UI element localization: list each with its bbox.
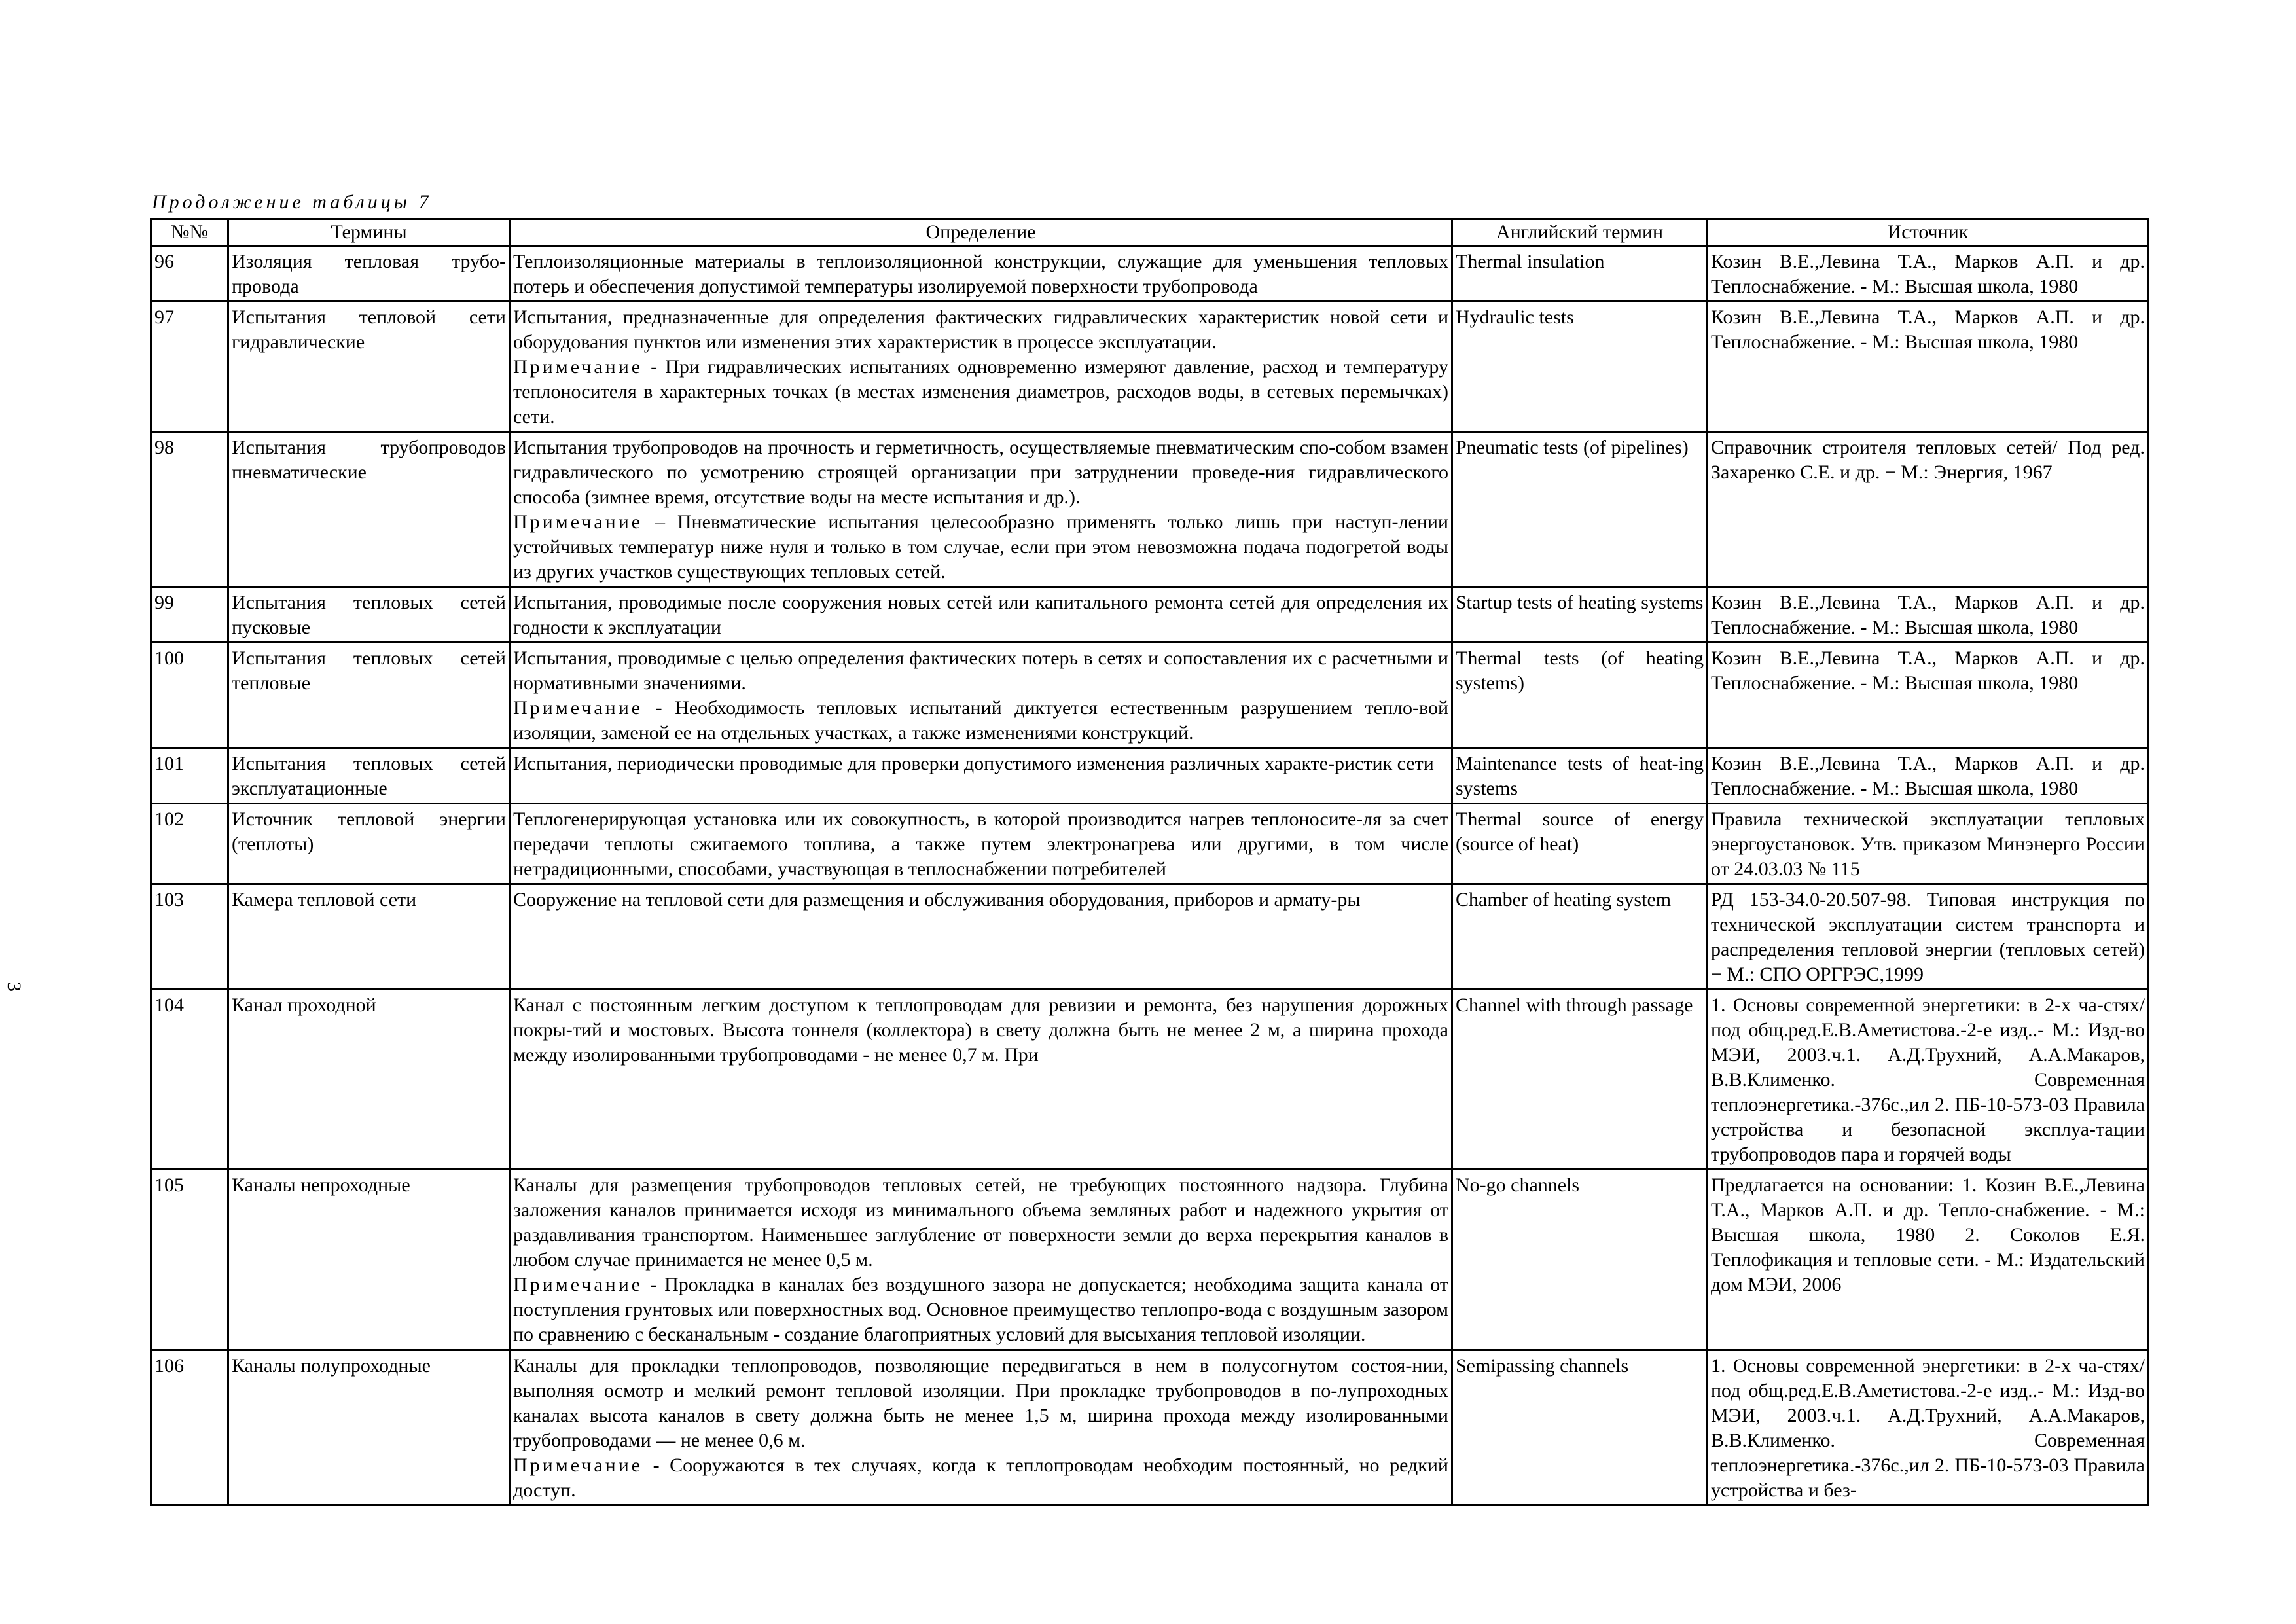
table-caption: Продолжение таблицы 7 xyxy=(152,191,432,213)
term-cell: Испытания тепловых сетей пусковые xyxy=(228,587,510,643)
term-cell: Каналы полупроходные xyxy=(228,1350,510,1506)
definition-cell xyxy=(510,302,1452,432)
definition-cell xyxy=(510,990,1452,1170)
table-row xyxy=(151,1170,2149,1350)
term-cell: Камера тепловой сети xyxy=(228,884,510,990)
source-cell: Предлагается на основании: 1. Козин В.Е.,Левина Т.А., Марков А.П. и др. Тепло-снабжение. - М.: Высшая школа, 1980 2. Соколов Е.Я. Теплофикация и тепловые сети. - М.: Издательский дом МЭИ, 2006 xyxy=(1708,1170,2149,1350)
source-cell: 1. Основы современной энергетики: в 2-х ча-стях/ под общ.ред.Е.В.Аметистова.-2-е изд..- М.: Изд-во МЭИ, 2003.ч.1. А.Д.Трухний, А.А.Макаров, В.В.Клименко. Современная теплоэнергетика.-376с.,ил 2. ПБ-10-573-03 Правила устройства и безопасной эксплуа-тации трубопроводов пара и горячей воды xyxy=(1708,990,2149,1170)
definition-cell xyxy=(510,432,1452,587)
term-cell: Испытания тепловой сети гидравлические xyxy=(228,302,510,432)
row-number: 97 xyxy=(151,302,228,432)
row-number: 96 xyxy=(151,246,228,302)
source-cell: Козин В.Е.,Левина Т.А., Марков А.П. и др. Теплоснабжение. - М.: Высшая школа, 1980 xyxy=(1708,246,2149,302)
definition-text: Испытания, периодически проводимые для проверки допустимого изменения различных характе-ристик сети xyxy=(513,753,1434,774)
table-row xyxy=(151,587,2149,643)
definition-text: Испытания, проводимые после сооружения новых сетей или капитального ремонта сетей для определения их годности к эксплуатации xyxy=(513,592,1448,638)
english-term-cell: Thermal source of energy (source of heat) xyxy=(1452,804,1708,884)
definition-text: Испытания трубопроводов на прочность и герметичность, осуществляемые пневматическим спо-собом взамен гидравлического по усмотрению строящей организации при затруднении проведе-ния гидравлического способа (зимнее время, отсутствие воды на месте испытания и др.). xyxy=(513,437,1448,508)
note-paragraph xyxy=(513,1453,1448,1503)
row-number: 98 xyxy=(151,432,228,587)
definition-text: Испытания, проводимые с целью определения фактических потерь в сетях и сопоставления их с расчетными и нормативными значениями. xyxy=(513,647,1448,694)
table-row xyxy=(151,432,2149,587)
term-cell: Канал проходной xyxy=(228,990,510,1170)
source-cell: 1. Основы современной энергетики: в 2-х ча-стях/ под общ.ред.Е.В.Аметистова.-2-е изд..- М.: Изд-во МЭИ, 2003.ч.1. А.Д.Трухний, А.А.Макаров, В.В.Клименко. Современная теплоэнергетика.-376с.,ил 2. ПБ-10-573-03 Правила устройства и без- xyxy=(1708,1350,2149,1506)
header-num: №№ xyxy=(151,219,228,246)
row-number: 101 xyxy=(151,748,228,804)
term-cell: Испытания трубопроводов пневматические xyxy=(228,432,510,587)
note-label: Примечание xyxy=(513,1274,643,1295)
english-term-cell: Maintenance tests of heat-ing systems xyxy=(1452,748,1708,804)
term-cell: Испытания тепловых сетей эксплуатационные xyxy=(228,748,510,804)
table-row xyxy=(151,804,2149,884)
note-label: Примечание xyxy=(513,1454,643,1476)
source-cell: РД 153-34.0-20.507-98. Типовая инструкция по технической эксплуатации систем транспорта и распределения тепловой энергии (тепловых сетей) − М.: СПО ОРГРЭС,1999 xyxy=(1708,884,2149,990)
english-term-cell: No-go channels xyxy=(1452,1170,1708,1350)
definition-text: Теплоизоляционные материалы в теплоизоляционной конструкции, служащие для уменьшения тепловых потерь и обеспечения допустимой температуры изолируемой поверхности трубопровода xyxy=(513,251,1448,297)
source-cell: Правила технической эксплуатации тепловых энергоустановок. Утв. приказом Минэнерго России от 24.03.03 № 115 xyxy=(1708,804,2149,884)
note-label: Примечание xyxy=(513,697,643,719)
english-term-cell: Chamber of heating system xyxy=(1452,884,1708,990)
definition-text: Сооружение на тепловой сети для размещения и обслуживания оборудования, приборов и армату-ры xyxy=(513,889,1361,911)
row-number: 105 xyxy=(151,1170,228,1350)
note-label: Примечание xyxy=(513,356,643,378)
note-text: - Сооружаются в тех случаях, когда к теплопроводам необходим постоянный, но редкий доступ. xyxy=(513,1454,1448,1501)
english-term-cell: Hydraulic tests xyxy=(1452,302,1708,432)
definition-cell xyxy=(510,884,1452,990)
note-paragraph xyxy=(513,696,1448,746)
note-paragraph xyxy=(513,510,1448,585)
english-term-cell: Startup tests of heating systems xyxy=(1452,587,1708,643)
note-text: - При гидравлических испытаниях одновременно измеряют давление, расход и температуру теплоносителя в характерных точках (в местах изменения диаметров, расходов воды, в сетевых перемычках) сети. xyxy=(513,356,1448,427)
english-term-cell: Pneumatic tests (of pipelines) xyxy=(1452,432,1708,587)
table-row xyxy=(151,246,2149,302)
definition-cell xyxy=(510,748,1452,804)
term-cell: Изоляция тепловая трубо-провода xyxy=(228,246,510,302)
definition-cell xyxy=(510,1170,1452,1350)
note-text: – Пневматические испытания целесообразно применять только лишь при наступ-лении устойчивых температур ниже нуля и только в том случае, если при этом невозможна подача подогретой воды из других участков существующих тепловых сетей. xyxy=(513,511,1448,583)
header-english: Английский термин xyxy=(1452,219,1708,246)
term-cell: Каналы непроходные xyxy=(228,1170,510,1350)
definition-cell xyxy=(510,246,1452,302)
row-number: 99 xyxy=(151,587,228,643)
terms-table xyxy=(150,218,2149,1506)
header-definition: Определение xyxy=(510,219,1452,246)
table-row xyxy=(151,1350,2149,1506)
row-number: 106 xyxy=(151,1350,228,1506)
term-cell: Источник тепловой энергии (теплоты) xyxy=(228,804,510,884)
definition-cell xyxy=(510,643,1452,748)
row-number: 104 xyxy=(151,990,228,1170)
note-paragraph xyxy=(513,1272,1448,1347)
row-number: 100 xyxy=(151,643,228,748)
source-cell: Козин В.Е.,Левина Т.А., Марков А.П. и др. Теплоснабжение. - М.: Высшая школа, 1980 xyxy=(1708,302,2149,432)
source-cell: Справочник строителя тепловых сетей/ Под ред. Захаренко С.Е. и др. − М.: Энергия, 1967 xyxy=(1708,432,2149,587)
row-number: 102 xyxy=(151,804,228,884)
table-row xyxy=(151,990,2149,1170)
note-text: - Прокладка в каналах без воздушного зазора не допускается; необходима защита канала от поступления грунтовых или поверхностных вод. Основное преимущество теплопро-вода с воздушным зазором по сравнению с бесканальным - создание благоприятных условий для высыхания тепловой изоляции. xyxy=(513,1274,1448,1345)
header-source: Источник xyxy=(1708,219,2149,246)
source-cell: Козин В.Е.,Левина Т.А., Марков А.П. и др. Теплоснабжение. - М.: Высшая школа, 1980 xyxy=(1708,587,2149,643)
note-label: Примечание xyxy=(513,511,643,533)
definition-text: Каналы для прокладки теплопроводов, позволяющие передвигаться в нем в полусогнутом состоя-нии, выполняя осмотр и мелкий ремонт тепловой изоляции. При прокладке трубопроводов в по-лупроходных каналах высота каналов в свету должна быть не менее 1,5 м, ширина прохода между изолированными трубопроводами — не менее 0,6 м. xyxy=(513,1355,1448,1451)
definition-text: Канал с постоянным легким доступом к теплопроводам для ревизии и ремонта, без нарушения дорожных покры-тий и мостовых. Высота тоннеля (коллектора) в свету должна быть не менее 2 м, а ширина прохода между изолированными трубопроводами - не менее 0,7 м. При xyxy=(513,994,1448,1066)
table-row xyxy=(151,643,2149,748)
term-cell: Испытания тепловых сетей тепловые xyxy=(228,643,510,748)
english-term-cell: Semipassing channels xyxy=(1452,1350,1708,1506)
english-term-cell: Thermal insulation xyxy=(1452,246,1708,302)
english-term-cell: Thermal tests (of heating systems) xyxy=(1452,643,1708,748)
table-body xyxy=(151,246,2149,1506)
table-header-row xyxy=(151,219,2149,246)
header-term: Термины xyxy=(228,219,510,246)
definition-text: Испытания, предназначенные для определения фактических гидравлических характеристик новой сети и оборудования пунктов или изменения этих характеристик в процессе эксплуатации. xyxy=(513,306,1448,353)
note-paragraph xyxy=(513,355,1448,429)
definition-text: Каналы для размещения трубопроводов тепловых сетей, не требующих постоянного надзора. Глубина заложения каналов принимается исходя из минимального объема земляных работ и надежного укрытия от раздавливания транспортом. Наименьшее заглубление от поверхности земли до верха перекрытия каналов в любом случае принимается не менее 0,5 м. xyxy=(513,1174,1448,1271)
definition-cell xyxy=(510,1350,1452,1506)
table-row xyxy=(151,748,2149,804)
table-row xyxy=(151,884,2149,990)
source-cell: Козин В.Е.,Левина Т.А., Марков А.П. и др. Теплоснабжение. - М.: Высшая школа, 1980 xyxy=(1708,643,2149,748)
source-cell: Козин В.Е.,Левина Т.А., Марков А.П. и др. Теплоснабжение. - М.: Высшая школа, 1980 xyxy=(1708,748,2149,804)
note-text: - Необходимость тепловых испытаний диктуется естественным разрушением тепло-вой изоляции, заменой ее на отдельных участках, а также изменениями конструкций. xyxy=(513,697,1448,744)
table-row xyxy=(151,302,2149,432)
definition-cell xyxy=(510,587,1452,643)
row-number: 103 xyxy=(151,884,228,990)
page-number: 3 xyxy=(3,982,25,992)
english-term-cell: Channel with through passage xyxy=(1452,990,1708,1170)
definition-text: Теплогенерирующая установка или их совокупность, в которой производится нагрев теплоносите-ля за счет передачи теплоты сжигаемого топлива, а также путем электронагрева или другими, в том числе нетрадиционными, способами, участвующая в теплоснабжении потребителей xyxy=(513,808,1448,880)
definition-cell xyxy=(510,804,1452,884)
